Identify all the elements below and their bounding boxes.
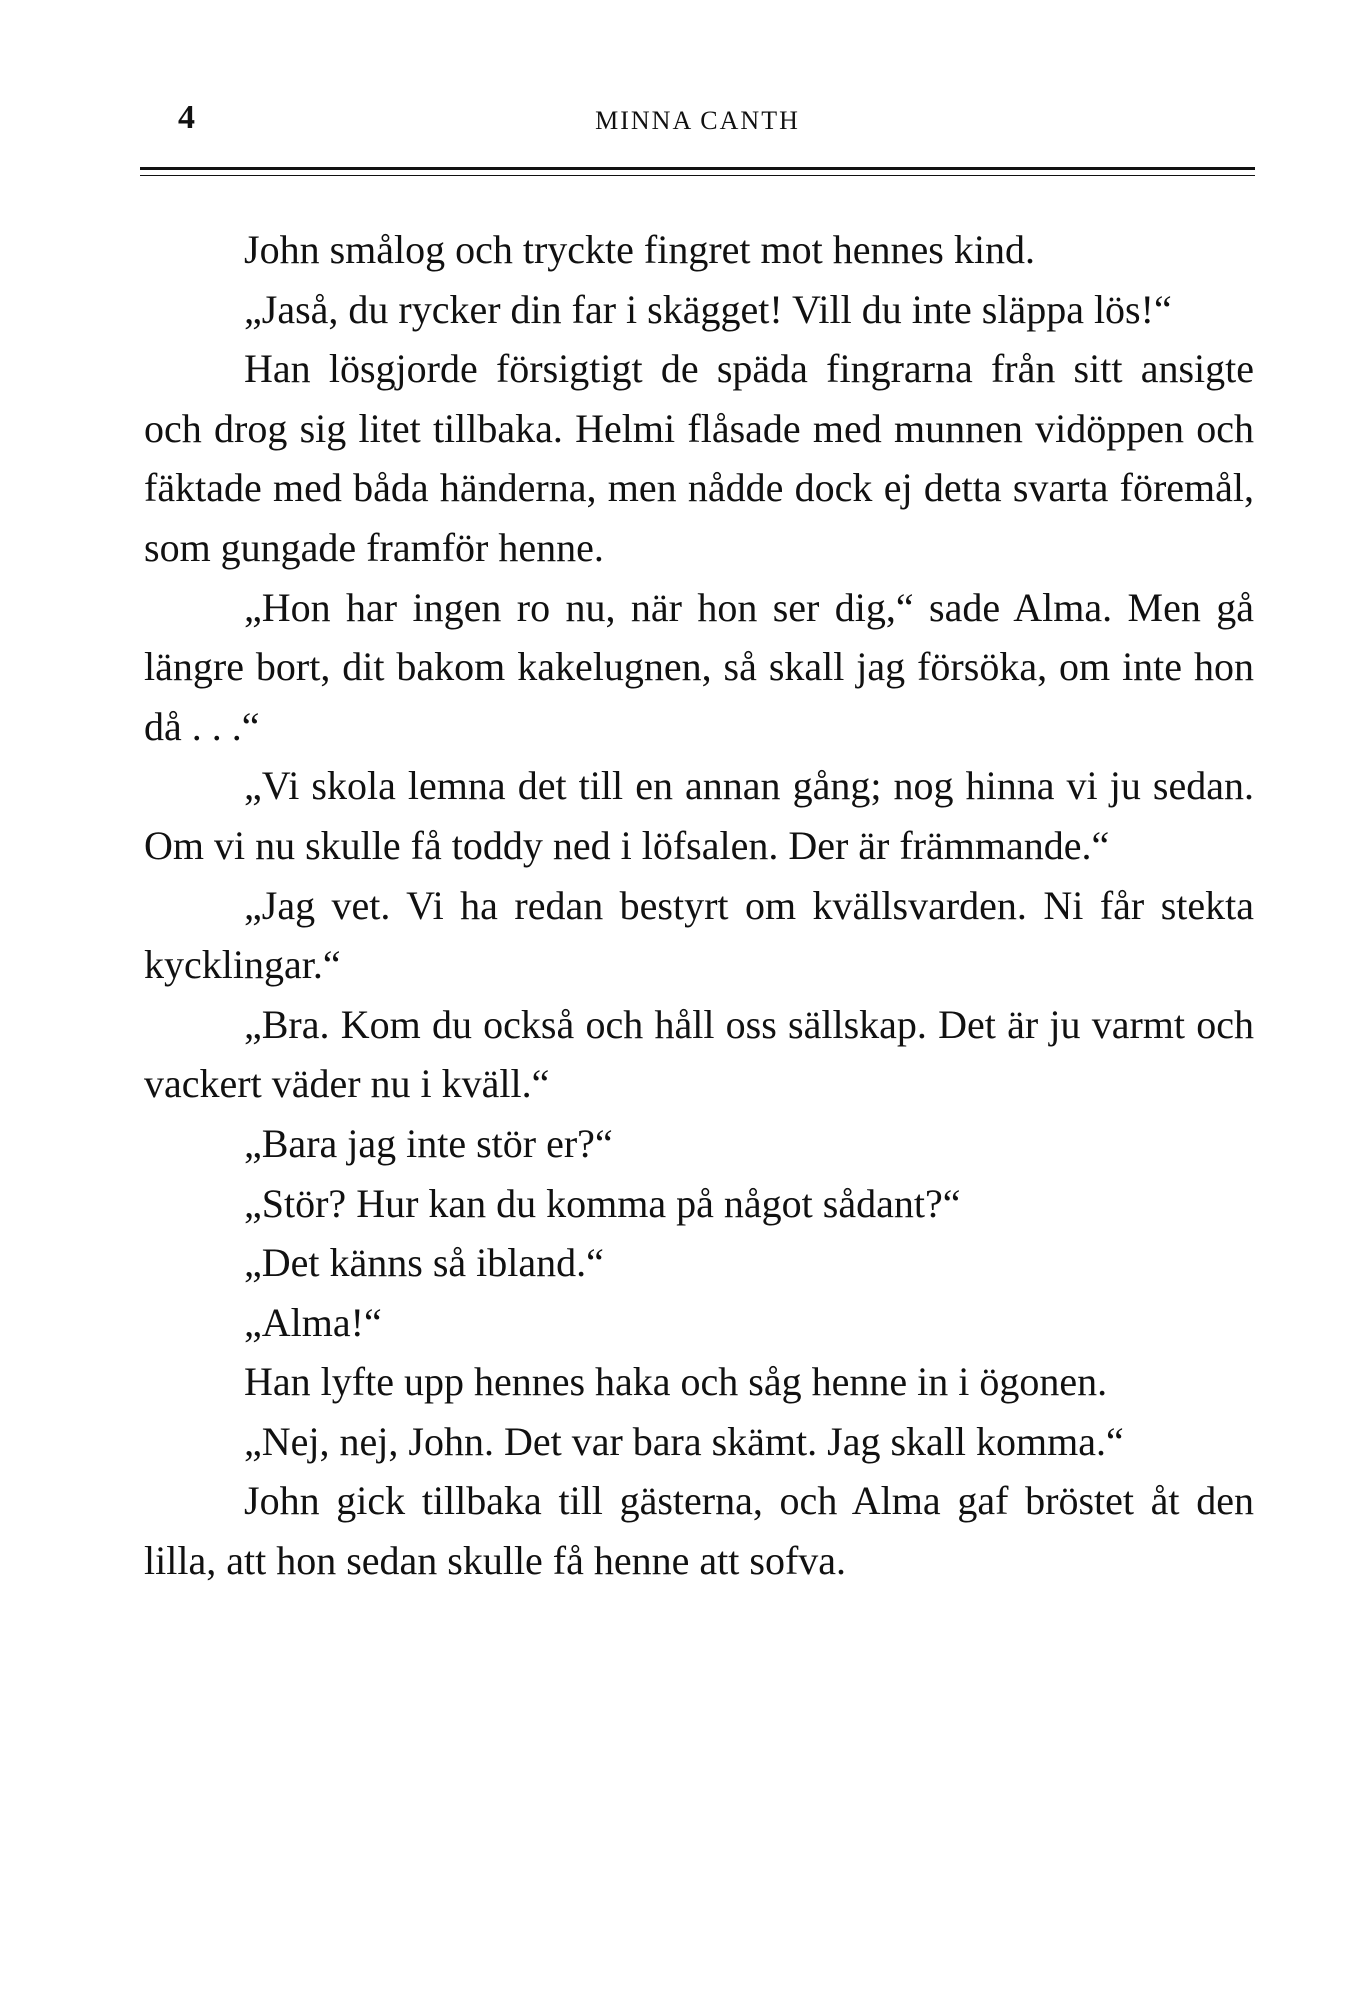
paragraph: „Alma!“ — [244, 1299, 382, 1345]
header-rule-thick — [140, 167, 1255, 170]
page-header — [140, 96, 1255, 146]
paragraph: „Bara jag inte stör er?“ — [244, 1120, 613, 1166]
paragraph: Han lösgjorde försigtigt de späda fingrarna från sitt ansigte och drog sig litet tillbaka. Helmi flåsade med munnen vidöppen och fäktade med båda händerna, men nådde dock ej detta svarta föremål, som gungade framför henne. — [144, 346, 1254, 570]
paragraph: Han lyfte upp hennes haka och såg henne in i ögonen. — [244, 1359, 1108, 1405]
paragraph: „Vi skola lemna det till en annan gång; nog hinna vi ju sedan. Om vi nu skulle få toddy ned i löfsalen. Der är främmande.“ — [144, 763, 1254, 868]
body-text — [144, 220, 1254, 1591]
paragraph: „Det känns så ibland.“ — [244, 1240, 604, 1286]
paragraph: „Nej, nej, John. Det var bara skämt. Jag skall komma.“ — [244, 1418, 1124, 1464]
paragraph: „Bra. Kom du också och håll oss sällskap. Det är ju varmt och vackert väder nu i kväll.“ — [144, 1001, 1254, 1107]
paragraph: John gick tillbaka till gästerna, och Alma gaf bröstet åt den lilla, att hon sedan skulle få henne att sofva. — [144, 1478, 1254, 1584]
header-rule-thin — [140, 175, 1255, 176]
paragraph: „Jag vet. Vi ha redan bestyrt om kvällsvarden. Ni får stekta kycklingar.“ — [144, 882, 1254, 988]
paragraph: „Hon har ingen ro nu, när hon ser dig,“ sade Alma. Men gå längre bort, dit bakom kakelugnen, så skall jag försöka, om inte hon då . . .“ — [144, 584, 1254, 749]
paragraph: „Jaså, du rycker din far i skägget! Vill du inte släppa lös!“ — [244, 286, 1172, 332]
paragraph: John smålog och tryckte fingret mot hennes kind. — [244, 227, 1035, 272]
page-number: 4 — [178, 99, 195, 136]
paragraph: „Stör? Hur kan du komma på något sådant?“ — [244, 1180, 961, 1226]
running-head: MINNA CANTH — [595, 106, 800, 135]
